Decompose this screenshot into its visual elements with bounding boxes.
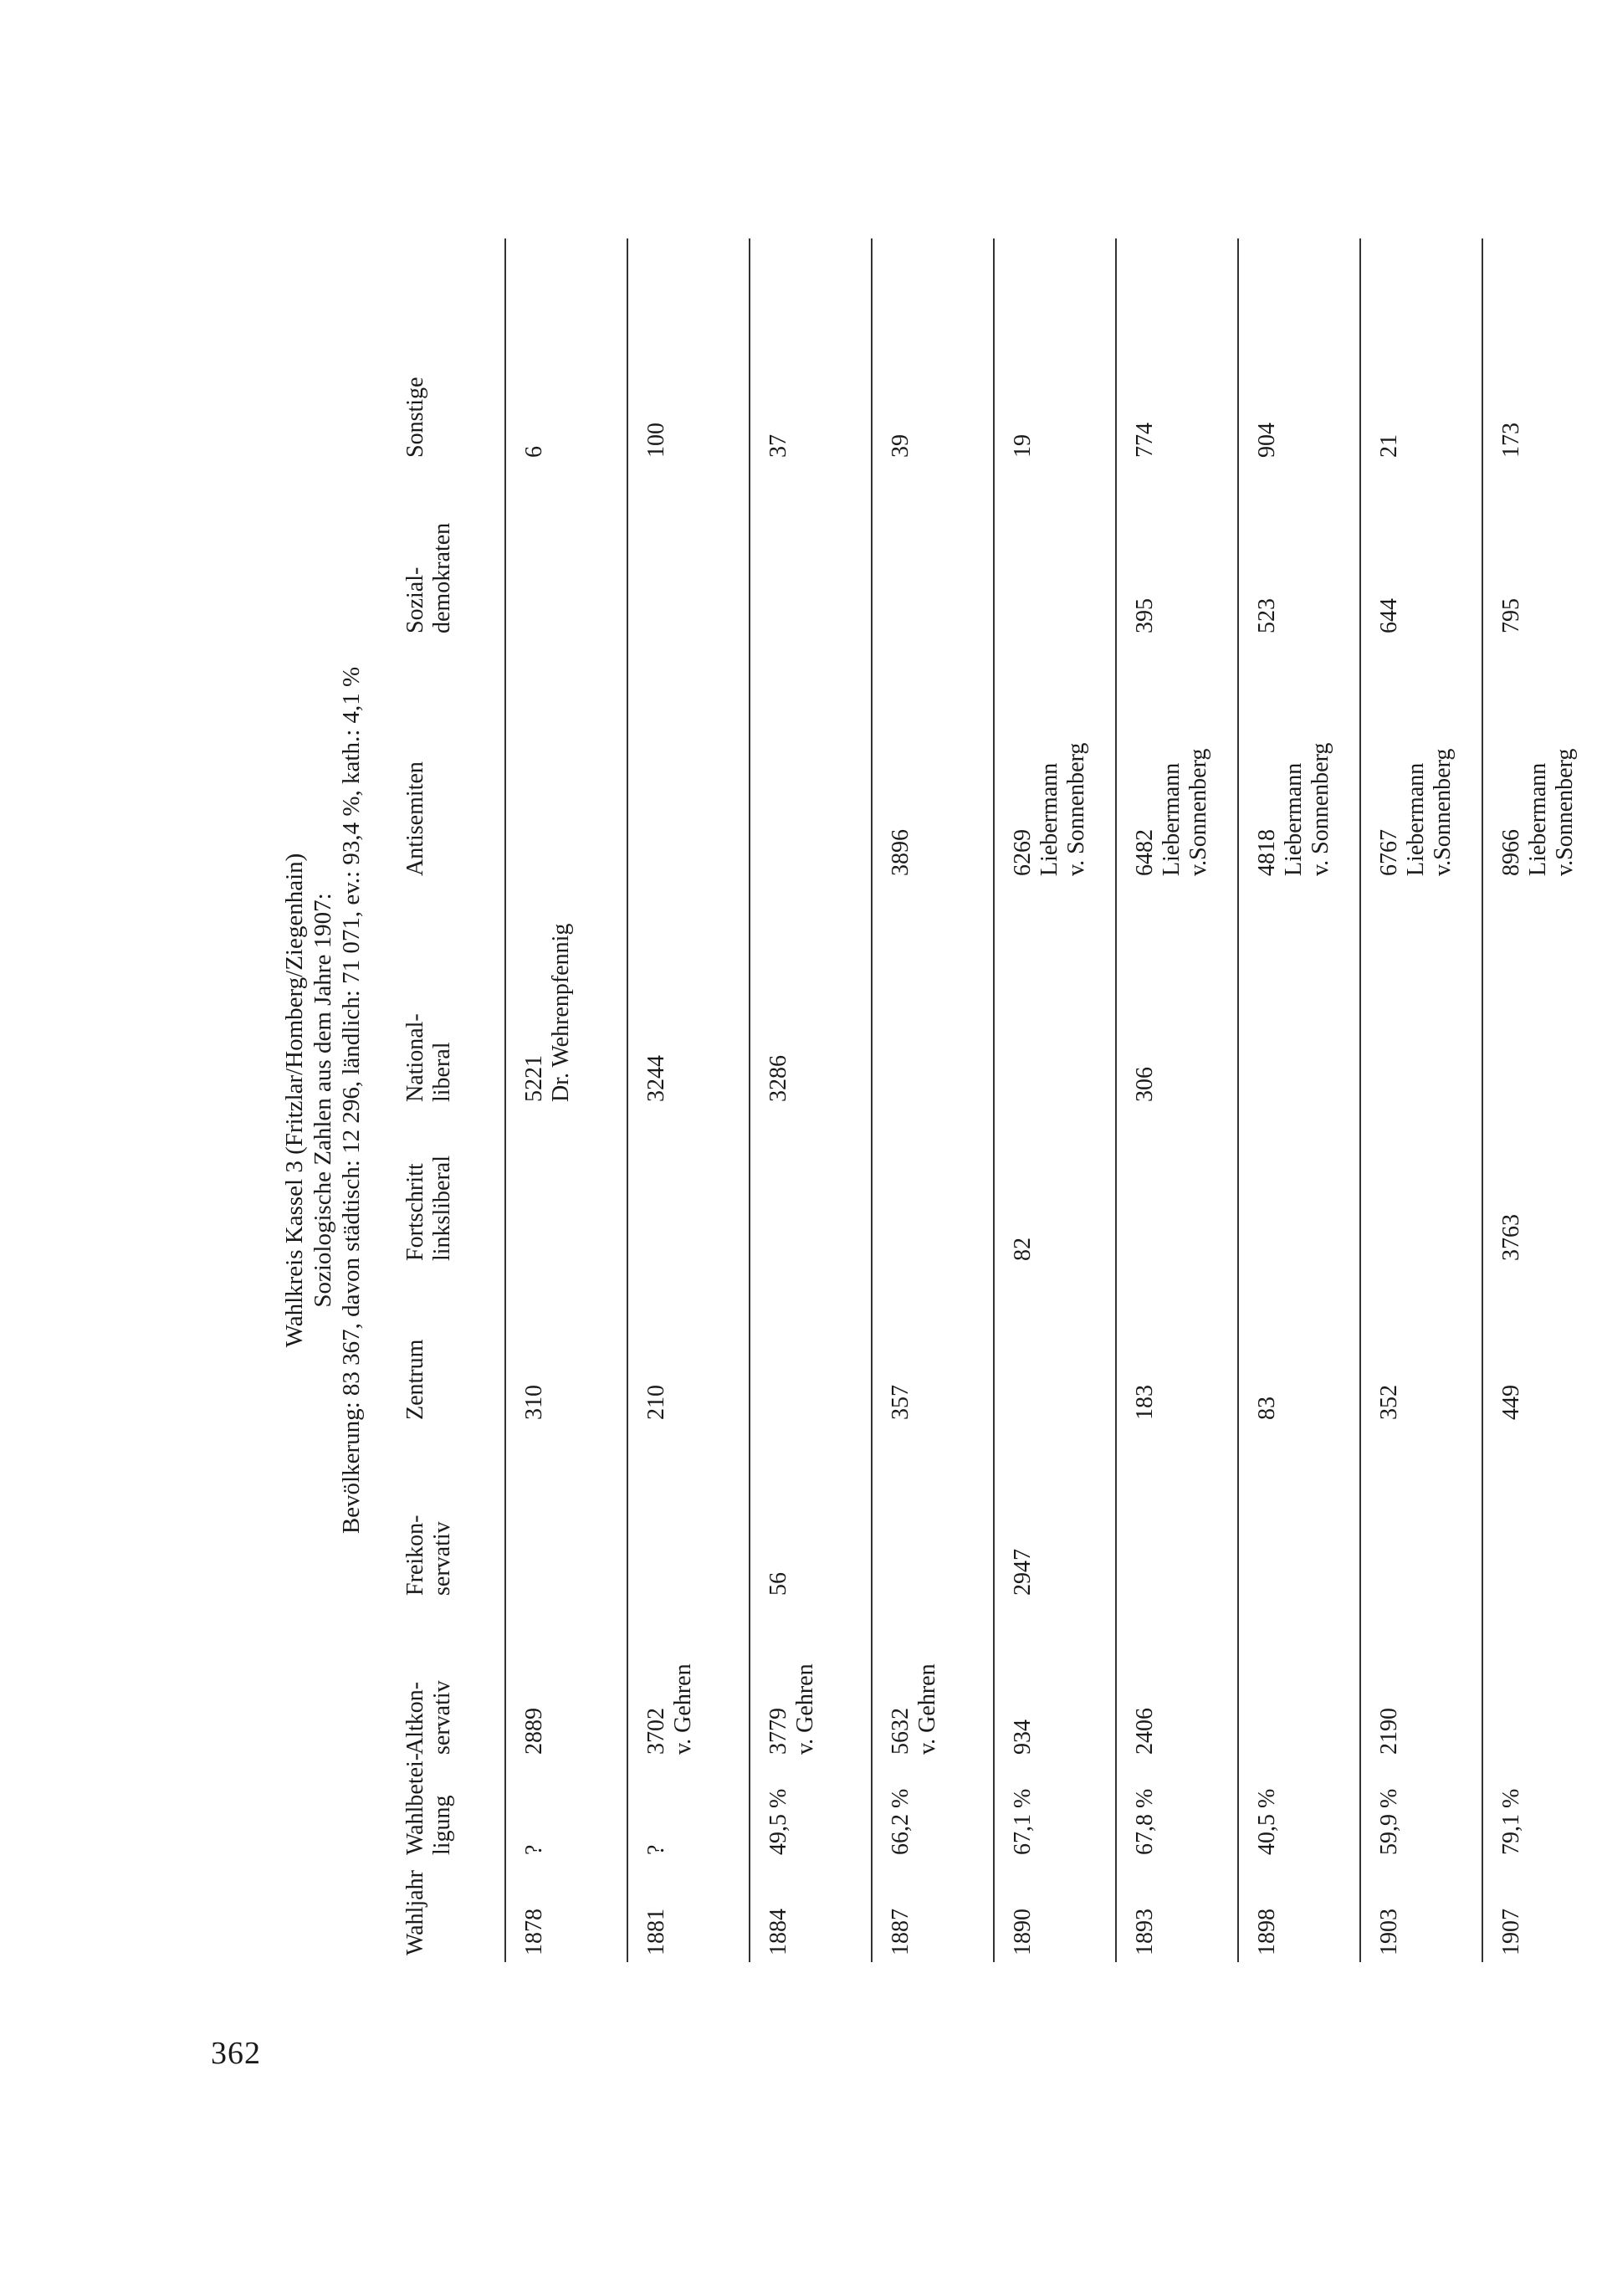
cell-wahlbeteiligung-beteiligung: 79,1 % bbox=[1498, 1788, 1524, 1855]
cell-freikonservativ-freikons: 2947 bbox=[1010, 1549, 1036, 1596]
cell-sonstige bbox=[1116, 238, 1238, 464]
cell-sonstige-sonstige: 37 bbox=[765, 434, 791, 458]
cell-nationalliberal bbox=[750, 883, 872, 1109]
cell-wahljahr-year: 1890 bbox=[1010, 1909, 1036, 1955]
cell-sonstige-sonstige: 39 bbox=[888, 434, 914, 458]
cell-antisemiten-antisemiten: 3896 bbox=[888, 829, 914, 876]
cell-nationalliberal bbox=[994, 883, 1116, 1109]
cell-wahlbeteiligung-beteiligung: ? bbox=[521, 1844, 547, 1855]
cell-sozialdemokraten bbox=[505, 464, 627, 640]
cell-fortschritt-fortschritt: 3763 bbox=[1498, 1214, 1524, 1261]
cell-sonstige bbox=[1482, 238, 1602, 464]
col-header-wahlbeteiligung: Wahlbetei- ligung bbox=[397, 1761, 505, 1862]
cell-nationalliberal-nationalliberal: 3244 bbox=[643, 1055, 669, 1102]
cell-antisemiten bbox=[627, 640, 750, 883]
cell-wahljahr bbox=[1116, 1862, 1238, 1962]
cell-sozialdemokraten bbox=[1238, 464, 1360, 640]
cell-sonstige bbox=[627, 238, 750, 464]
cell-antisemiten-antisemiten-name1: Liebermann bbox=[1159, 762, 1185, 876]
cell-antisemiten-antisemiten: 6269 bbox=[1010, 829, 1036, 876]
cell-wahljahr bbox=[627, 1862, 750, 1962]
cell-altkonservativ-altkons: 2190 bbox=[1376, 1708, 1402, 1755]
cell-freikonservativ bbox=[994, 1427, 1116, 1602]
cell-fortschritt bbox=[1360, 1109, 1482, 1268]
cell-fortschritt bbox=[1116, 1109, 1238, 1268]
col-header-zentrum: Zentrum bbox=[397, 1268, 505, 1427]
cell-zentrum-zentrum: 310 bbox=[521, 1385, 547, 1420]
cell-sonstige-sonstige: 21 bbox=[1376, 434, 1402, 458]
cell-wahlbeteiligung-beteiligung: ? bbox=[643, 1844, 669, 1855]
cell-freikonservativ bbox=[872, 1427, 994, 1602]
cell-sonstige-sonstige: 19 bbox=[1010, 434, 1036, 458]
cell-sozialdemokraten-sozialdemokraten: 395 bbox=[1132, 598, 1158, 633]
cell-sozialdemokraten bbox=[1116, 464, 1238, 640]
cell-nationalliberal bbox=[1116, 883, 1238, 1109]
cell-altkonservativ bbox=[627, 1602, 750, 1761]
cell-sonstige bbox=[872, 238, 994, 464]
cell-wahljahr bbox=[505, 1862, 627, 1962]
election-results-table bbox=[397, 238, 1602, 1962]
table-row bbox=[872, 238, 994, 1962]
cell-zentrum-zentrum: 83 bbox=[1254, 1397, 1280, 1420]
cell-wahlbeteiligung bbox=[1360, 1761, 1482, 1862]
cell-nationalliberal bbox=[627, 883, 750, 1109]
col-header-freikonservativ: Freikon- servativ bbox=[397, 1427, 505, 1602]
cell-antisemiten-antisemiten-name2: v.Sonnenberg bbox=[1185, 748, 1211, 876]
table-body bbox=[505, 238, 1602, 1962]
cell-wahljahr bbox=[750, 1862, 872, 1962]
cell-fortschritt bbox=[994, 1109, 1116, 1268]
cell-sozialdemokraten bbox=[1482, 464, 1602, 640]
cell-zentrum bbox=[1116, 1268, 1238, 1427]
cell-antisemiten bbox=[505, 640, 627, 883]
cell-freikonservativ bbox=[627, 1427, 750, 1602]
cell-wahljahr bbox=[872, 1862, 994, 1962]
cell-wahlbeteiligung bbox=[1482, 1761, 1602, 1862]
cell-wahljahr bbox=[1360, 1862, 1482, 1962]
cell-altkonservativ-altkons: 2889 bbox=[521, 1708, 547, 1755]
cell-fortschritt bbox=[1482, 1109, 1602, 1268]
cell-wahlbeteiligung-beteiligung: 59,9 % bbox=[1376, 1788, 1402, 1855]
cell-antisemiten bbox=[1360, 640, 1482, 883]
population-statistics: Bevölkerung: 83 367, davon städtisch: 12 296, ländlich: 71 071, ev.: 93,4 %, kath.: 4,1 % bbox=[338, 666, 365, 1535]
cell-altkonservativ-altkons: 3702 bbox=[643, 1708, 669, 1755]
cell-antisemiten bbox=[872, 640, 994, 883]
cell-altkonservativ bbox=[994, 1602, 1116, 1761]
cell-altkonservativ bbox=[505, 1602, 627, 1761]
cell-sonstige bbox=[750, 238, 872, 464]
cell-sozialdemokraten-sozialdemokraten: 523 bbox=[1254, 598, 1280, 633]
cell-zentrum-zentrum: 449 bbox=[1498, 1385, 1524, 1420]
table-row bbox=[1360, 238, 1482, 1962]
cell-wahlbeteiligung bbox=[750, 1761, 872, 1862]
cell-zentrum bbox=[627, 1268, 750, 1427]
cell-antisemiten-antisemiten: 4818 bbox=[1254, 829, 1280, 876]
table-row bbox=[1482, 238, 1602, 1962]
cell-nationalliberal-nationalliberal: 306 bbox=[1132, 1067, 1158, 1102]
table-row bbox=[1116, 238, 1238, 1962]
table-row bbox=[750, 238, 872, 1962]
cell-sonstige-sonstige: 100 bbox=[643, 423, 669, 458]
col-header-sonstige: Sonstige bbox=[397, 238, 505, 464]
cell-altkonservativ bbox=[872, 1602, 994, 1761]
cell-altkonservativ bbox=[1116, 1602, 1238, 1761]
cell-freikonservativ bbox=[1116, 1427, 1238, 1602]
cell-sonstige-sonstige: 173 bbox=[1498, 423, 1524, 458]
cell-sonstige-sonstige: 904 bbox=[1254, 423, 1280, 458]
cell-freikonservativ bbox=[505, 1427, 627, 1602]
cell-nationalliberal bbox=[872, 883, 994, 1109]
cell-wahlbeteiligung-beteiligung: 40,5 % bbox=[1254, 1788, 1280, 1855]
cell-freikonservativ bbox=[1360, 1427, 1482, 1602]
cell-nationalliberal bbox=[505, 883, 627, 1109]
cell-wahlbeteiligung-beteiligung: 67,1 % bbox=[1010, 1788, 1036, 1855]
header-row bbox=[397, 238, 505, 1962]
cell-fortschritt-fortschritt: 82 bbox=[1010, 1238, 1036, 1261]
cell-sonstige bbox=[1360, 238, 1482, 464]
cell-zentrum-zentrum: 210 bbox=[643, 1385, 669, 1420]
cell-fortschritt bbox=[505, 1109, 627, 1268]
col-header-fortschritt: Fortschritt linksliberal bbox=[397, 1109, 505, 1268]
cell-altkonservativ-altkons: 2406 bbox=[1132, 1708, 1158, 1755]
cell-zentrum bbox=[505, 1268, 627, 1427]
cell-nationalliberal-nationalliberal: 5221 bbox=[521, 1055, 547, 1102]
cell-zentrum bbox=[994, 1268, 1116, 1427]
cell-wahljahr-year: 1893 bbox=[1132, 1909, 1158, 1955]
cell-fortschritt bbox=[750, 1109, 872, 1268]
cell-fortschritt bbox=[1238, 1109, 1360, 1268]
cell-sonstige bbox=[505, 238, 627, 464]
cell-nationalliberal bbox=[1238, 883, 1360, 1109]
cell-antisemiten-antisemiten-name2: v. Sonnenberg bbox=[1063, 742, 1089, 876]
cell-wahlbeteiligung bbox=[627, 1761, 750, 1862]
cell-sozialdemokraten bbox=[627, 464, 750, 640]
cell-wahljahr-year: 1907 bbox=[1498, 1909, 1524, 1955]
cell-zentrum-zentrum: 357 bbox=[888, 1385, 914, 1420]
cell-altkonservativ-altkons-name: v. Gehren bbox=[792, 1663, 818, 1755]
cell-zentrum bbox=[1360, 1268, 1482, 1427]
col-header-wahljahr: Wahljahr bbox=[397, 1862, 505, 1962]
cell-zentrum-zentrum: 352 bbox=[1376, 1385, 1402, 1420]
table-subtitle: Soziologische Zahlen aus dem Jahre 1907: bbox=[310, 893, 336, 1308]
table-title: Wahlkreis Kassel 3 (Fritzlar/Homberg/Ziegenhain) bbox=[281, 853, 308, 1348]
cell-antisemiten-antisemiten-name1: Liebermann bbox=[1036, 762, 1062, 876]
cell-wahljahr-year: 1887 bbox=[888, 1909, 914, 1955]
cell-wahlbeteiligung bbox=[1116, 1761, 1238, 1862]
cell-antisemiten bbox=[750, 640, 872, 883]
cell-freikonservativ bbox=[750, 1427, 872, 1602]
cell-antisemiten bbox=[1482, 640, 1602, 883]
cell-antisemiten-antisemiten: 6482 bbox=[1132, 829, 1158, 876]
cell-zentrum bbox=[750, 1268, 872, 1427]
cell-sozialdemokraten bbox=[872, 464, 994, 640]
col-header-nationalliberal: National- liberal bbox=[397, 883, 505, 1109]
cell-wahlbeteiligung-beteiligung: 66,2 % bbox=[888, 1788, 914, 1855]
cell-wahlbeteiligung-beteiligung: 67,8 % bbox=[1132, 1788, 1158, 1855]
col-header-sozialdemokraten: Sozial- demokraten bbox=[397, 464, 505, 640]
cell-wahlbeteiligung bbox=[1238, 1761, 1360, 1862]
cell-antisemiten bbox=[1238, 640, 1360, 883]
cell-antisemiten bbox=[994, 640, 1116, 883]
cell-antisemiten-antisemiten-name2: v. Sonnenberg bbox=[1308, 742, 1333, 876]
cell-wahljahr bbox=[994, 1862, 1116, 1962]
cell-wahljahr-year: 1898 bbox=[1254, 1909, 1280, 1955]
cell-antisemiten-antisemiten-name1: Liebermann bbox=[1281, 762, 1307, 876]
cell-zentrum bbox=[872, 1268, 994, 1427]
cell-sozialdemokraten bbox=[1360, 464, 1482, 640]
cell-sozialdemokraten bbox=[750, 464, 872, 640]
cell-zentrum-zentrum: 183 bbox=[1132, 1385, 1158, 1420]
cell-nationalliberal bbox=[1482, 883, 1602, 1109]
cell-antisemiten bbox=[1116, 640, 1238, 883]
cell-antisemiten-antisemiten: 8966 bbox=[1498, 829, 1524, 876]
cell-freikonservativ bbox=[1482, 1427, 1602, 1602]
cell-antisemiten-antisemiten: 6767 bbox=[1376, 829, 1402, 876]
cell-wahljahr-year: 1903 bbox=[1376, 1909, 1402, 1955]
cell-altkonservativ-altkons-name: v. Gehren bbox=[670, 1663, 696, 1755]
cell-altkonservativ-altkons: 3779 bbox=[765, 1708, 791, 1755]
cell-sozialdemokraten-sozialdemokraten: 644 bbox=[1376, 598, 1402, 633]
cell-altkonservativ-altkons: 934 bbox=[1010, 1719, 1036, 1755]
cell-antisemiten-antisemiten-name1: Liebermann bbox=[1525, 762, 1551, 876]
cell-altkonservativ bbox=[1360, 1602, 1482, 1761]
rotated-table-block bbox=[280, 238, 1578, 1962]
cell-freikonservativ bbox=[1238, 1427, 1360, 1602]
table-row bbox=[627, 238, 750, 1962]
col-header-altkonservativ: Altkon- servativ bbox=[397, 1602, 505, 1761]
cell-sozialdemokraten bbox=[994, 464, 1116, 640]
cell-wahljahr bbox=[1238, 1862, 1360, 1962]
cell-wahlbeteiligung-beteiligung: 49,5 % bbox=[765, 1788, 791, 1855]
cell-zentrum bbox=[1238, 1268, 1360, 1427]
cell-altkonservativ bbox=[750, 1602, 872, 1761]
col-header-antisemiten: Antisemiten bbox=[397, 640, 505, 883]
cell-altkonservativ-altkons-name: v. Gehren bbox=[914, 1663, 940, 1755]
cell-altkonservativ bbox=[1482, 1602, 1602, 1761]
table-row bbox=[1238, 238, 1360, 1962]
cell-wahljahr-year: 1884 bbox=[765, 1909, 791, 1955]
cell-sonstige-sonstige: 6 bbox=[521, 446, 547, 458]
cell-antisemiten-antisemiten-name1: Liebermann bbox=[1403, 762, 1429, 876]
cell-wahlbeteiligung bbox=[994, 1761, 1116, 1862]
table-row bbox=[994, 238, 1116, 1962]
cell-sozialdemokraten-sozialdemokraten: 795 bbox=[1498, 598, 1524, 633]
cell-fortschritt bbox=[627, 1109, 750, 1268]
cell-sonstige bbox=[994, 238, 1116, 464]
cell-wahlbeteiligung bbox=[872, 1761, 994, 1862]
cell-sonstige bbox=[1238, 238, 1360, 464]
cell-nationalliberal-nationalliberal: 3286 bbox=[765, 1055, 791, 1102]
cell-wahljahr-year: 1881 bbox=[643, 1909, 669, 1955]
cell-altkonservativ-altkons: 5632 bbox=[888, 1708, 914, 1755]
table-row bbox=[505, 238, 627, 1962]
cell-antisemiten-antisemiten-name2: v.Sonnenberg bbox=[1430, 748, 1456, 876]
cell-antisemiten-antisemiten-name2: v.Sonnenberg bbox=[1552, 748, 1578, 876]
cell-wahljahr-year: 1878 bbox=[521, 1909, 547, 1955]
cell-wahljahr bbox=[1482, 1862, 1602, 1962]
cell-zentrum bbox=[1482, 1268, 1602, 1427]
cell-altkonservativ bbox=[1238, 1602, 1360, 1761]
page-number: 362 bbox=[211, 2036, 261, 2071]
cell-sonstige-sonstige: 774 bbox=[1132, 423, 1158, 458]
cell-nationalliberal-nationalliberal-name: Dr. Wehrenpfennig bbox=[548, 923, 574, 1102]
cell-fortschritt bbox=[872, 1109, 994, 1268]
cell-freikonservativ-freikons: 56 bbox=[765, 1572, 791, 1596]
cell-wahlbeteiligung bbox=[505, 1761, 627, 1862]
cell-nationalliberal bbox=[1360, 883, 1482, 1109]
